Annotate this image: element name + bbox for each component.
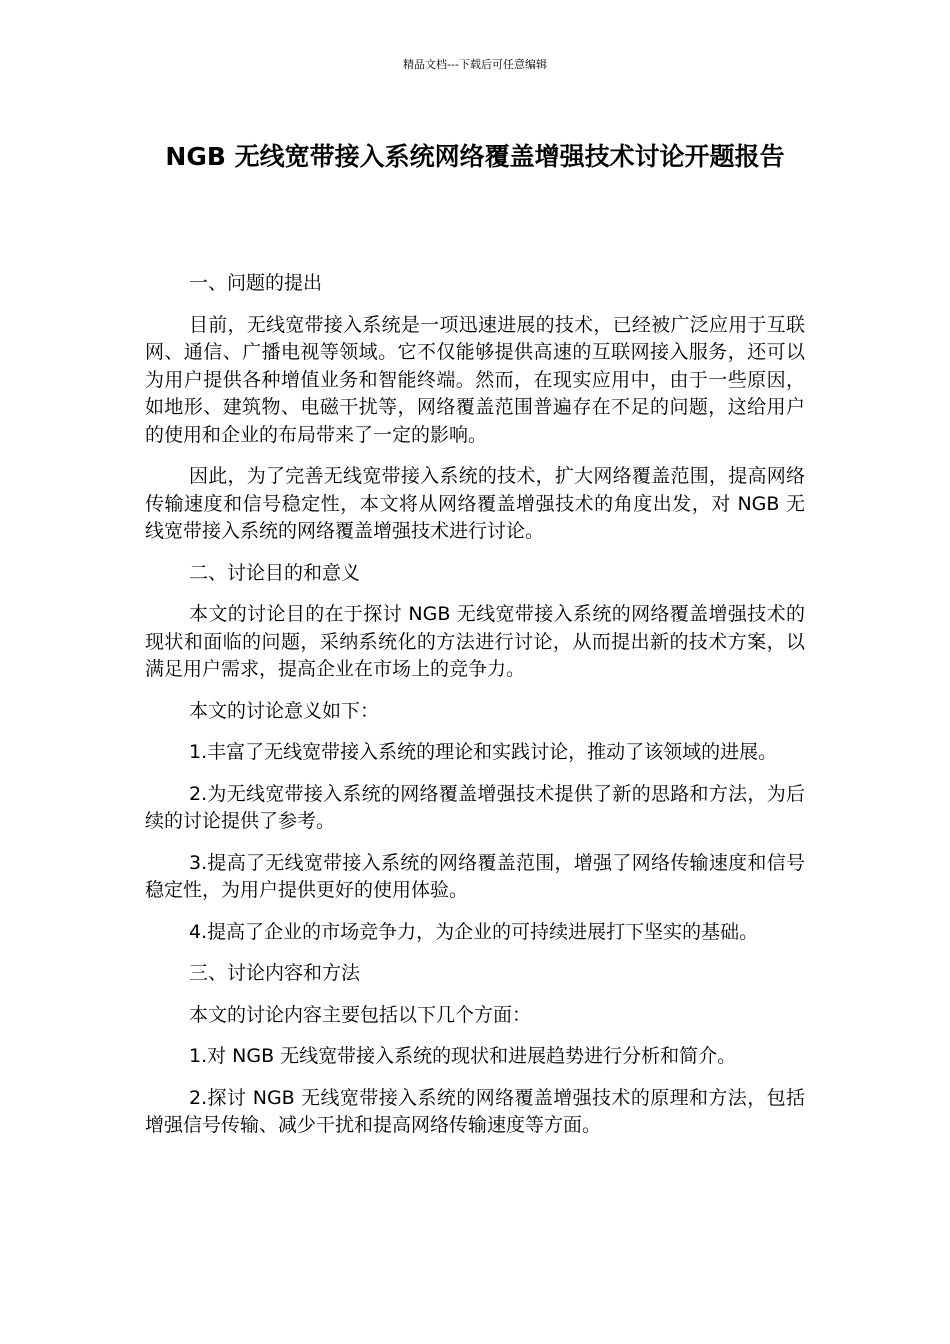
section-heading-1: 一、问题的提出 (189, 272, 323, 294)
body-paragraph: 本文的讨论内容主要包括以下几个方面： (189, 1003, 532, 1026)
list-item: 3.提高了无线宽带接入系统的网络覆盖范围，增强了网络传输速度和信号稳定性，为用户提供更好的使用体验。 (145, 851, 805, 901)
body-paragraph: 因此，为了完善无线宽带接入系统的技术，扩大网络覆盖范围，提高网络传输速度和信号稳定性，本文将从网络覆盖增强技术的角度出发，对 NGB 无线宽带接入系统的网络覆盖增强技术进行讨论。 (145, 465, 805, 542)
page-header-note: 精品文档---下载后可任意编辑 (403, 58, 547, 71)
section-heading-3: 三、讨论内容和方法 (189, 962, 361, 984)
document-body (145, 270, 805, 1154)
list-item: 1.丰富了无线宽带接入系统的理论和实践讨论，推动了该领域的进展。 (189, 741, 778, 763)
list-item: 1.对 NGB 无线宽带接入系统的现状和进展趋势进行分析和简介。 (189, 1045, 737, 1067)
section-heading-2: 二、讨论目的和意义 (189, 561, 361, 584)
body-paragraph: 本文的讨论意义如下： (189, 699, 380, 722)
list-item: 2.探讨 NGB 无线宽带接入系统的网络覆盖增强技术的原理和方法，包括增强信号传输、减少干扰和提高网络传输速度等方面。 (145, 1086, 805, 1136)
list-item: 2.为无线宽带接入系统的网络覆盖增强技术提供了新的思路和方法，为后续的讨论提供了参考。 (145, 782, 805, 832)
body-paragraph: 本文的讨论目的在于探讨 NGB 无线宽带接入系统的网络覆盖增强技术的现状和面临的问题，采纳系统化的方法进行讨论，从而提出新的技术方案，以满足用户需求，提高企业在市场上的竞争力。 (145, 603, 805, 680)
list-item: 4.提高了企业的市场竞争力，为企业的可持续进展打下坚实的基础。 (189, 920, 759, 943)
body-paragraph: 目前，无线宽带接入系统是一项迅速进展的技术，已经被广泛应用于互联网、通信、广播电视等领域。它不仅能够提供高速的互联网接入服务，还可以为用户提供各种增值业务和智能终端。然而，在现实应用中，由于一些原因，如地形、建筑物、电磁干扰等，网络覆盖范围普遍存在不足的问题，这给用户的使用和企业的布局带来了一定的影响。 (145, 313, 805, 446)
document-title: NGB 无线宽带接入系统网络覆盖增强技术讨论开题报告 (165, 142, 785, 171)
